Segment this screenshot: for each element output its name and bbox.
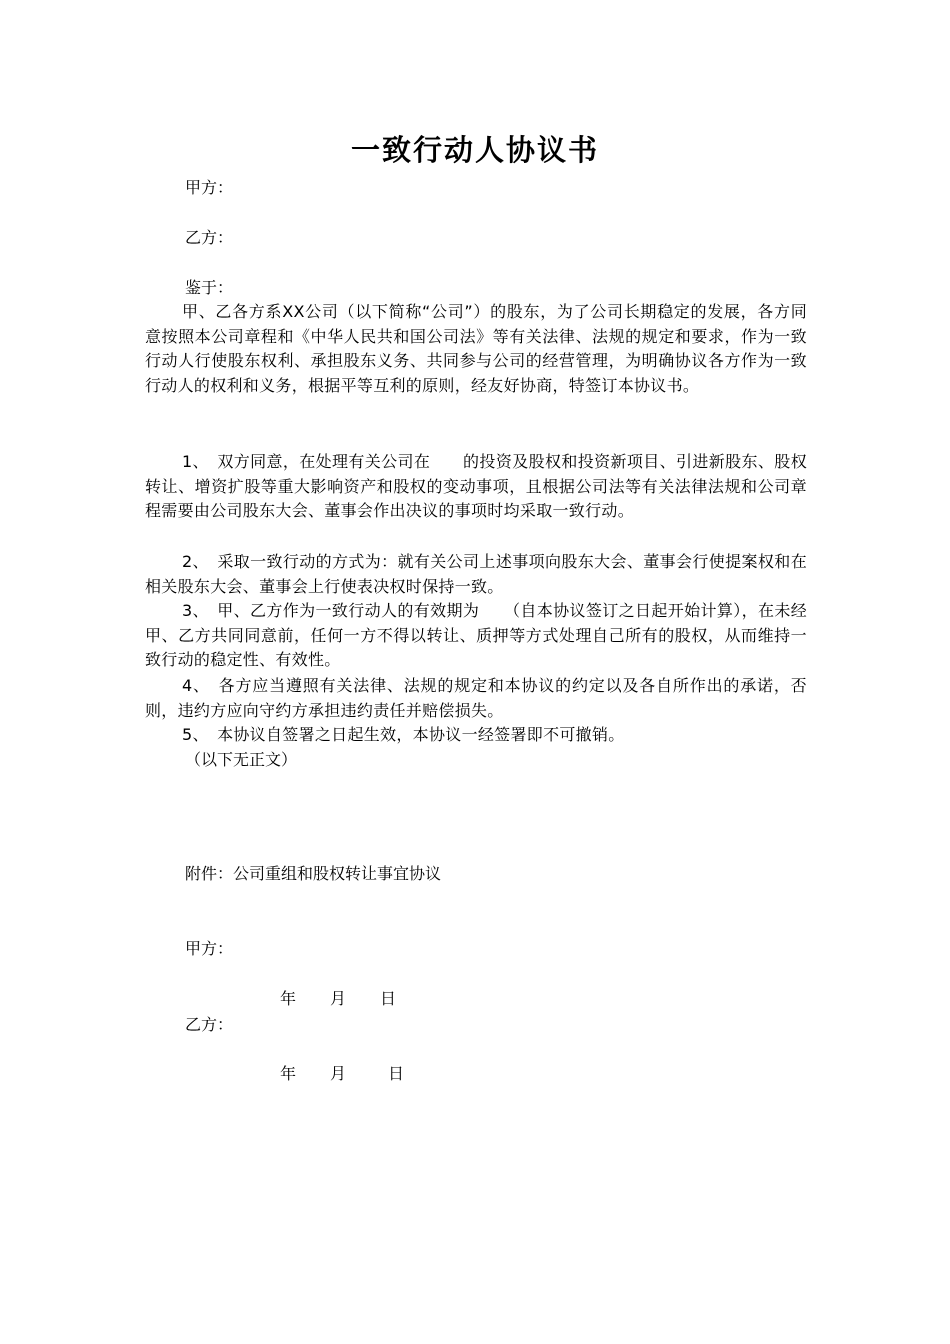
clause-4: 4、 各方应当遵照有关法律、法规的规定和本协议的约定以及各自所作出的承诺，否则，违约方应向守约方承担违约责任并赔偿损失。 <box>145 676 807 720</box>
end-note: （以下无正文） <box>185 750 298 769</box>
whereas-label: 鉴于： <box>185 278 234 297</box>
document-title: 一致行动人协议书 <box>350 133 599 167</box>
clause-3: 3、 甲、乙方作为一致行动人的有效期为 （自本协议签订之日起开始计算），在未经甲、乙方共同同意前，任何一方不得以转让、质押等方式处理自己所有的股权，从而维持一致行动的稳定性、有效性。 <box>145 601 807 670</box>
party-a-label: 甲方： <box>185 178 234 197</box>
date-day: 日 <box>380 989 397 1008</box>
date-month: 月 <box>330 1064 347 1083</box>
signature-date-a <box>280 987 396 1011</box>
date-day: 日 <box>388 1064 405 1083</box>
date-year: 年 <box>280 989 297 1008</box>
clause-1: 1、 双方同意，在处理有关公司在 的投资及股权和投资新项目、引进新股东、股权转让、增资扩股等重大影响资产和股权的变动事项，且根据公司法等有关法律法规和公司章程需要由公司股东大会、董事会作出决议的事项时均采取一致行动。 <box>145 452 807 521</box>
preamble-paragraph: 甲、乙各方系XX公司（以下简称“公司”）的股东，为了公司长期稳定的发展，各方同意按照本公司章程和《中华人民共和国公司法》等有关法律、法规的规定和要求，作为一致行动人行使股东权利、承担股东义务、共同参与公司的经营管理，为明确协议各方作为一致行动人的权利和义务，根据平等互利的原则，经友好协商，特签订本协议书。 <box>145 302 807 395</box>
date-month: 月 <box>330 989 347 1008</box>
party-b-label: 乙方： <box>185 228 234 247</box>
signature-date-b <box>280 1062 404 1086</box>
clause-5: 5、 本协议自签署之日起生效，本协议一经签署即不可撤销。 <box>182 725 625 744</box>
attachment-line: 附件：公司重组和股权转让事宜协议 <box>185 864 442 883</box>
date-year: 年 <box>280 1064 297 1083</box>
signature-party-a-label: 甲方： <box>185 939 234 958</box>
clause-2: 2、 采取一致行动的方式为：就有关公司上述事项向股东大会、董事会行使提案权和在相关股东大会、董事会上行使表决权时保持一致。 <box>145 552 807 596</box>
signature-party-b-label: 乙方： <box>185 1015 234 1034</box>
